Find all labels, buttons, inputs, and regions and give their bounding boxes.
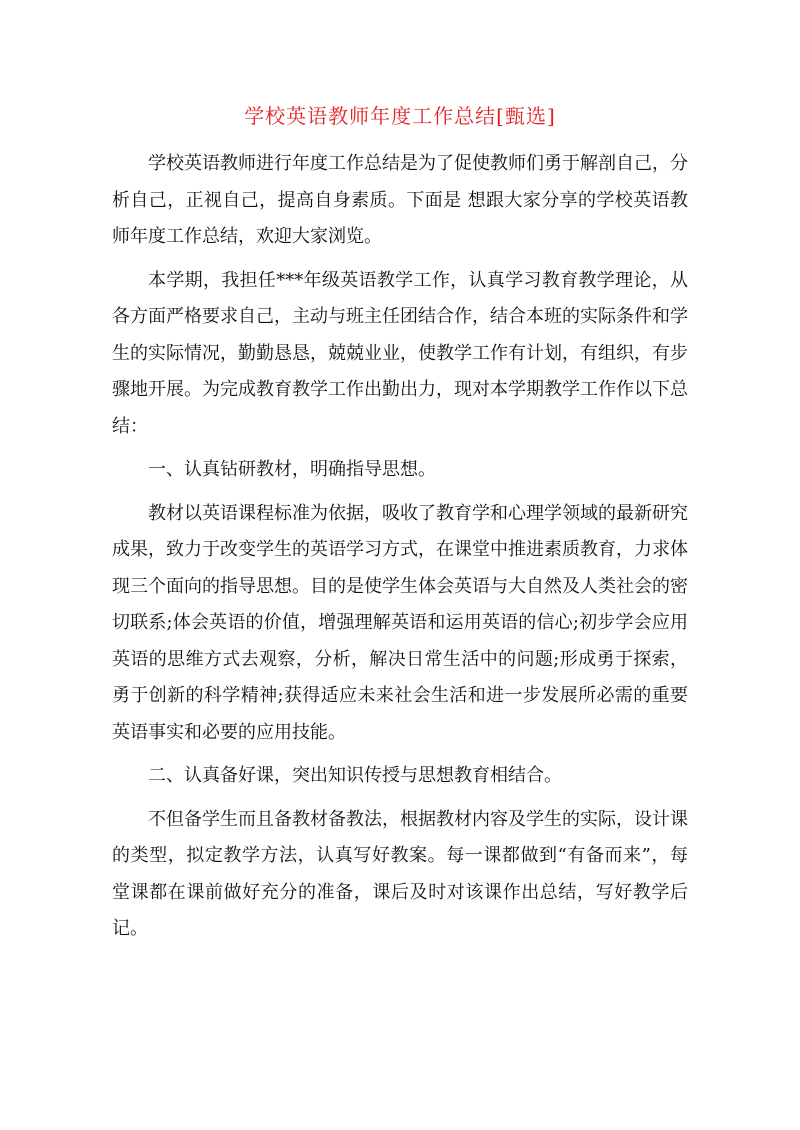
section-heading-1: 一、认真钻研教材，明确指导思想。: [148, 459, 436, 480]
paragraph-section-2: 不但备学生而且备教材备教法，根据教材内容及学生的实际，设计课的类型，拟定教学方法，认真写好教案。每一课都做到“有备而来”，每堂课都在课前做好充分的准备，课后及时对该课作出总结，写好教学后记。: [112, 808, 688, 939]
paragraph-section-1: 教材以英语课程标准为依据，吸收了教育学和心理学领域的最新研究成果，致力于改变学生的英语学习方式，在课堂中推进素质教育，力求体现三个面向的指导思想。目的是使学生体会英语与大自然及人类社会的密切联系;体会英语的价值，增强理解英语和运用英语的信心;初步学会应用英语的思维方式去观察，分析，解决日常生活中的问题;形成勇于探索，勇于创新的科学精神;获得适应未来社会生活和进一步发展所必需的重要英语事实和必要的应用技能。: [112, 502, 688, 743]
document-title: 学校英语教师年度工作总结[甄选]: [244, 104, 556, 128]
paragraph-overview: 本学期，我担任***年级英语教学工作，认真学习教育教学理论，从各方面严格要求自己，主动与班主任团结合作，结合本班的实际条件和学生的实际情况，勤勤恳恳，兢兢业业，使教学工作有计划，有组织，有步骤地开展。为完成教育教学工作出勤出力，现对本学期教学工作作以下总结：: [112, 269, 688, 437]
paragraph-intro: 学校英语教师进行年度工作总结是为了促使教师们勇于解剖自己，分析自己，正视自己，提高自身素质。下面是 想跟大家分享的学校英语教师年度工作总结，欢迎大家浏览。: [112, 153, 688, 247]
document-body: [112, 146, 688, 955]
section-heading-2: 二、认真备好课，突出知识传授与思想教育相结合。: [148, 765, 562, 786]
